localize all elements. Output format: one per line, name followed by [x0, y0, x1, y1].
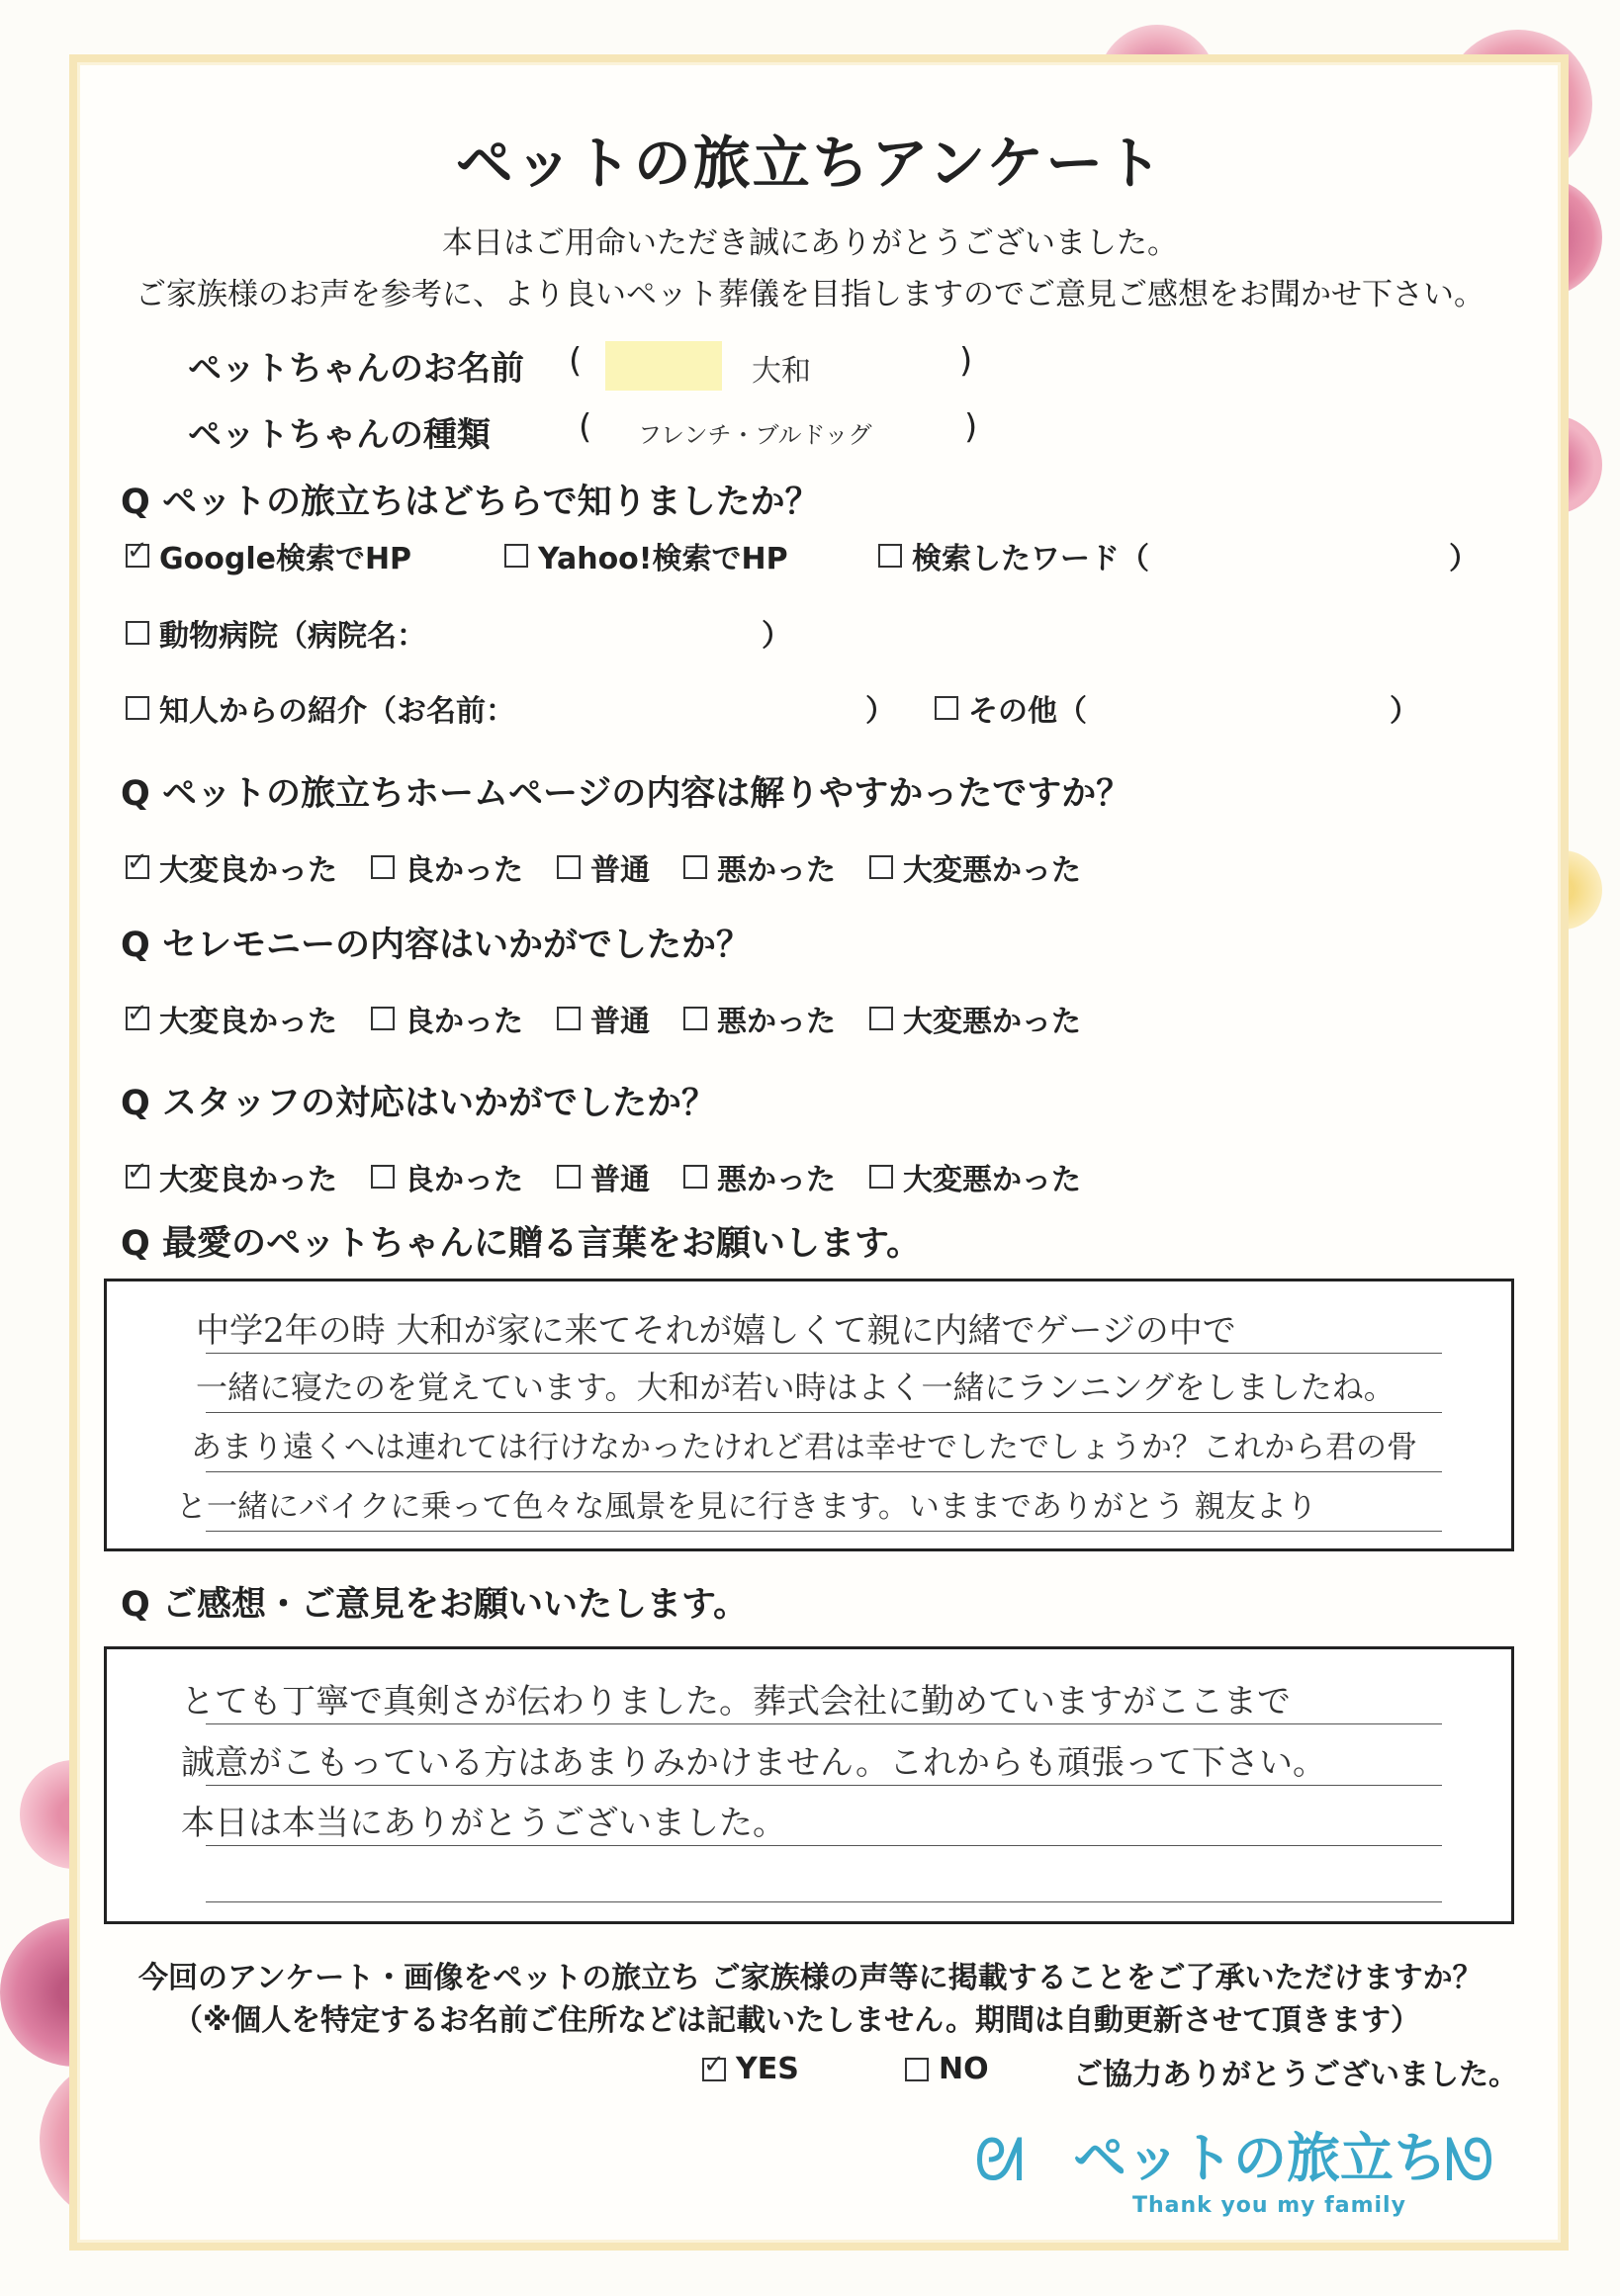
pet-type-open-paren: (: [579, 407, 592, 447]
redaction-highlight: [605, 341, 722, 391]
q5-answer-line-4: と一緒にバイクに乗って色々な風景を見に行きます。いままでありがとう 親友より: [176, 1489, 1317, 1525]
pet-name-open-paren: (: [569, 341, 583, 381]
q5-answer-line-2: 一緒に寝たのを覚えています。大和が若い時はよく一緒にランニングをしましたね。: [196, 1369, 1395, 1406]
checkbox[interactable]: [557, 855, 581, 879]
checkbox[interactable]: [371, 1007, 395, 1030]
checkbox[interactable]: [878, 544, 902, 568]
q4-option-bad[interactable]: 悪かった: [683, 1155, 836, 1198]
q1-keyword-close: ）: [1449, 542, 1479, 576]
q6-question: Q ご感想・ご意見をお願いいたします。: [121, 1585, 749, 1625]
checkbox[interactable]: [869, 855, 893, 879]
q3-option-bad[interactable]: 悪かった: [683, 997, 836, 1040]
q1-option-other[interactable]: その他（: [935, 686, 1087, 730]
checkbox[interactable]: [905, 2058, 929, 2081]
q4-option-good[interactable]: 良かった: [371, 1155, 523, 1198]
consent-no-option[interactable]: NO: [905, 2052, 989, 2086]
checkbox[interactable]: [683, 1165, 707, 1189]
checkbox[interactable]: [869, 1007, 893, 1030]
q6-answer-box[interactable]: [104, 1646, 1514, 1924]
pet-name-value: 大和: [752, 354, 811, 389]
consent-thanks: ご協力ありがとうございました。: [1073, 2058, 1518, 2092]
pet-name-label: ペットちゃんのお名前: [188, 349, 524, 389]
ruled-line: [206, 1785, 1442, 1786]
q6-answer-line-2: 誠意がこもっている方はあまりみかけません。これからも頑張って下さい。: [181, 1743, 1327, 1783]
checkbox-checked[interactable]: [126, 1007, 149, 1030]
intro-line-1: 本日はご用命いただき誠にありがとうございました。: [442, 225, 1178, 261]
ruled-line: [206, 1412, 1442, 1413]
q5-answer-box[interactable]: [104, 1279, 1514, 1551]
ruled-line: [206, 1531, 1442, 1532]
q1-vet-close: ）: [762, 619, 791, 654]
consent-yes-option[interactable]: ✓ YES: [702, 2052, 799, 2086]
q2-question: Q ペットの旅立ちホームページの内容は解りやすかったですか？: [121, 774, 1131, 814]
q4-question: Q スタッフの対応はいかがでしたか？: [121, 1084, 716, 1123]
q3-option-very-good[interactable]: ✓ 大変良かった: [126, 997, 337, 1040]
q4-option-very-bad[interactable]: 大変悪かった: [869, 1155, 1081, 1198]
q6-answer-line-1: とても丁寧で真剣さが伝わりました。葬式会社に勤めていますがここまで: [181, 1682, 1291, 1722]
ruled-line: [206, 1471, 1442, 1472]
consent-line-2: （※個人を特定するお名前ご住所などは記載いたしません。期間は自動更新させて頂きます）: [173, 2003, 1420, 2038]
checkbox-checked[interactable]: [702, 2058, 726, 2081]
q2-rating-options: [126, 845, 1081, 889]
q4-option-very-good[interactable]: ✓ 大変良かった: [126, 1155, 337, 1198]
q5-question: Q 最愛のペットちゃんに贈る言葉をお願いします。: [121, 1224, 922, 1264]
q3-rating-options: [126, 997, 1081, 1040]
checkbox[interactable]: [126, 621, 149, 645]
q1-friend-close: ）: [865, 694, 895, 729]
checkbox[interactable]: [126, 696, 149, 720]
q3-option-good[interactable]: 良かった: [371, 997, 523, 1040]
q2-option-very-good[interactable]: ✓ 大変良かった: [126, 845, 337, 889]
checkbox[interactable]: [935, 696, 958, 720]
pet-type-value: フレンチ・ブルドッグ: [638, 421, 872, 449]
checkbox[interactable]: [683, 1007, 707, 1030]
ruled-line: [206, 1845, 1442, 1846]
ruled-line: [206, 1353, 1442, 1354]
q5-answer-line-3: あまり遠くへは連れては行けなかったけれど君は幸せでしたでしょうか？これから君の骨: [191, 1430, 1417, 1465]
checkbox[interactable]: [371, 1165, 395, 1189]
q2-option-bad[interactable]: 悪かった: [683, 845, 836, 889]
pet-type-close-paren: ): [964, 407, 978, 447]
checkbox[interactable]: [504, 544, 528, 568]
pet-type-label: ペットちゃんの種類: [188, 415, 491, 455]
checkbox[interactable]: [683, 855, 707, 879]
q1-option-friend[interactable]: 知人からの紹介（お名前：: [126, 686, 515, 730]
q3-option-very-bad[interactable]: 大変悪かった: [869, 997, 1081, 1040]
logo-name: ペットの旅立ち: [1073, 2127, 1447, 2189]
checkbox[interactable]: [869, 1165, 893, 1189]
checkbox-checked[interactable]: [126, 1165, 149, 1189]
brand-logo: [974, 2106, 1538, 2235]
checkbox-checked[interactable]: [126, 544, 149, 568]
q1-option-google[interactable]: ✓ Google検索でHP: [126, 534, 411, 577]
wing-right-icon: ᘚ: [1444, 2126, 1495, 2195]
checkbox[interactable]: [557, 1007, 581, 1030]
q1-option-keyword[interactable]: 検索したワード（: [878, 534, 1149, 577]
q1-option-yahoo[interactable]: Yahoo!検索でHP: [504, 534, 788, 577]
intro-line-2: ご家族様のお声を参考に、より良いペット葬儀を目指しますのでご意見ご感想をお聞かせ下さい。: [135, 277, 1485, 312]
q3-option-normal[interactable]: 普通: [557, 997, 650, 1040]
wing-left-icon: ᘛ: [974, 2126, 1026, 2195]
q2-option-good[interactable]: 良かった: [371, 845, 523, 889]
q6-answer-line-3: 本日は本当にありがとうございました。: [181, 1804, 786, 1843]
q4-option-normal[interactable]: 普通: [557, 1155, 650, 1198]
page-title: ペットの旅立ちアンケート: [455, 130, 1165, 197]
q3-question: Q セレモニーの内容はいかがでしたか？: [121, 926, 751, 965]
ruled-line: [206, 1901, 1442, 1902]
logo-tagline: Thank you my family: [1132, 2193, 1406, 2218]
pet-name-close-paren: ): [959, 341, 973, 381]
q2-option-very-bad[interactable]: 大変悪かった: [869, 845, 1081, 889]
checkbox[interactable]: [371, 855, 395, 879]
q5-answer-line-1: 中学2年の時 大和が家に来てそれが嬉しくて親に内緒でゲージの中で: [196, 1311, 1236, 1351]
consent-line-1: 今回のアンケート・画像をペットの旅立ち ご家族様の声等に掲載することをご了承いただけますか？: [138, 1961, 1483, 1995]
q1-option-vet[interactable]: 動物病院（病院名：: [126, 611, 426, 655]
q4-rating-options: [126, 1155, 1081, 1198]
checkbox-checked[interactable]: [126, 855, 149, 879]
q1-other-close: ）: [1390, 694, 1419, 729]
q2-option-normal[interactable]: 普通: [557, 845, 650, 889]
ruled-line: [206, 1723, 1442, 1724]
checkbox[interactable]: [557, 1165, 581, 1189]
q1-question: Q ペットの旅立ちはどちらで知りましたか？: [121, 483, 820, 522]
